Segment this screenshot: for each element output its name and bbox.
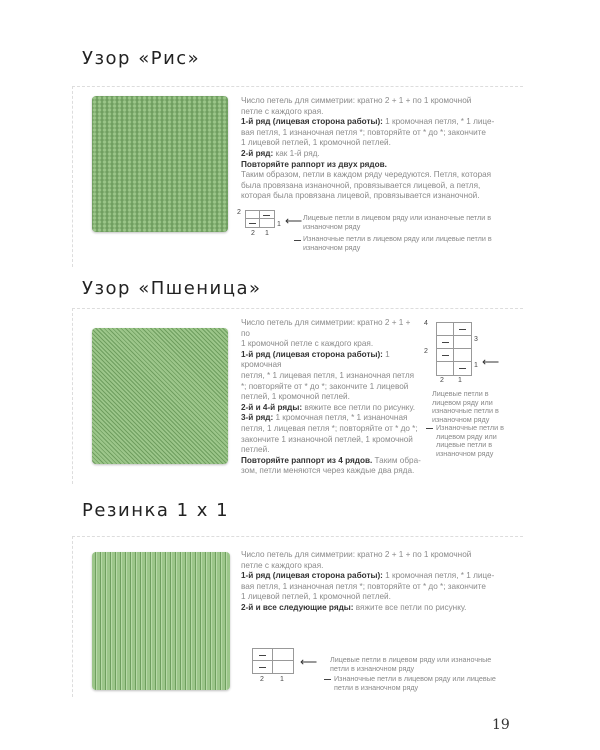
purl-symbol xyxy=(294,240,301,241)
pattern-line xyxy=(241,456,421,467)
purl-symbol xyxy=(459,329,466,330)
line-text: вая петля, 1 изнаночная петля *; повторяйте от * до *; закончите xyxy=(241,127,486,137)
row-arrow-icon: ⟵ xyxy=(300,655,318,669)
line-text: 1 кромочная петля, * 1 изнаночная xyxy=(273,413,408,423)
line-text: петлей, 1 кромочной петлей. xyxy=(241,392,350,402)
row-heading: Повторяйте раппорт из 4 рядов. xyxy=(241,455,373,465)
pattern-line xyxy=(241,592,503,603)
line-text: петля, 1 лицевая петля *; повторяйте от * до *; xyxy=(241,423,418,433)
pattern-line xyxy=(241,339,421,350)
pattern-line xyxy=(241,403,421,414)
line-text: зом, петли меняются через каждые два ряда. xyxy=(241,466,415,476)
line-text: как 1-й ряд. xyxy=(273,148,320,158)
col-number: 2 xyxy=(260,676,264,683)
purl-symbol xyxy=(426,428,433,429)
row-number: 1 xyxy=(474,362,478,369)
knit-swatch-wheat xyxy=(92,328,228,464)
row-number: 4 xyxy=(424,320,428,327)
pattern-line xyxy=(241,107,503,118)
row-heading: 2-й и все следующие ряды: xyxy=(241,602,354,612)
purl-symbol xyxy=(259,667,266,668)
purl-symbol xyxy=(442,355,449,356)
pattern-line xyxy=(241,550,503,561)
pattern-text-wheat xyxy=(241,318,421,477)
line-text: 1 кромочная петля, * 1 лице- xyxy=(382,117,495,127)
section-title-rice: Узор «Рис» xyxy=(82,48,201,69)
line-text: закончите 1 изнаночной петлей, 1 кромочной xyxy=(241,434,413,444)
line-text: была провязана изнаночной, провязывается лицевой, а петля, xyxy=(241,180,481,190)
row-heading: 1-й ряд (лицевая сторона работы): xyxy=(241,571,383,581)
legend-purl: Изнаночные петли в лицевом ряду или лицевые петли в изнаночном ряду xyxy=(436,423,504,458)
line-text: петле с каждого края. xyxy=(241,560,324,570)
line-text: Таким обра- xyxy=(372,455,421,465)
line-text: петля, * 1 лицевая петля, 1 изнаночная петля xyxy=(241,370,415,380)
purl-symbol xyxy=(324,679,331,680)
pattern-line xyxy=(241,191,503,202)
chart-grid xyxy=(245,210,275,228)
section-title-rib: Резинка 1 х 1 xyxy=(82,500,230,521)
col-number: 1 xyxy=(458,377,462,384)
legend-knit: Лицевые петли в лицевом ряду или изнаночные петли в изнаночном ряду xyxy=(432,389,499,424)
line-text: вяжите все петли по рисунку. xyxy=(302,402,415,412)
line-text: 1 кромочная xyxy=(241,349,390,370)
legend-purl: Изнаночные петли в лицевом ряду или лицевые петли в изнаночном ряду xyxy=(334,674,496,692)
purl-symbol xyxy=(459,368,466,369)
pattern-line xyxy=(241,149,503,160)
chart-grid xyxy=(436,322,472,376)
pattern-line xyxy=(241,350,421,371)
pattern-line xyxy=(241,96,503,107)
pattern-line xyxy=(241,571,503,582)
pattern-line xyxy=(241,603,503,614)
pattern-line xyxy=(241,561,503,572)
line-text: которая была провязана лицевой, провязывается изнаночной. xyxy=(241,191,480,201)
line-text: 1 кромочной петле с каждого края. xyxy=(241,339,374,349)
legend-purl: Изнаночные петли в лицевом ряду или лицевые петли в изнаночном ряду xyxy=(303,234,492,252)
line-text: 1 лицевой петлей, 1 кромочной петлей. xyxy=(241,138,391,148)
legend-knit: Лицевые петли в лицевом ряду или изнаночные петли в изнаночном ряду xyxy=(330,655,492,673)
row-heading: Повторяйте раппорт из двух рядов. xyxy=(241,159,387,169)
pattern-line xyxy=(241,435,421,446)
row-arrow-icon: ⟵ xyxy=(482,355,500,369)
line-text: *; повторяйте от * до *; закончите 1 лицевой xyxy=(241,381,409,391)
pattern-line xyxy=(241,413,421,424)
pattern-line xyxy=(241,382,421,393)
line-text: 1 лицевой петлей, 1 кромочной петлей. xyxy=(241,592,391,602)
row-number: 2 xyxy=(424,348,428,355)
purl-symbol xyxy=(259,655,266,656)
pattern-line xyxy=(241,582,503,593)
row-number: 3 xyxy=(474,336,478,343)
pattern-line xyxy=(241,392,421,403)
section-title-wheat: Узор «Пшеница» xyxy=(82,278,262,299)
pattern-line xyxy=(241,445,421,456)
line-text: вяжите все петли по рисунку. xyxy=(353,602,467,612)
line-text: Число петель для симметрии: кратно 2 + 1 + по 1 кромочной xyxy=(241,550,472,559)
line-text: петле с каждого края. xyxy=(241,106,324,116)
row-number: 1 xyxy=(277,221,281,228)
line-text: Таким образом, петли в каждом ряду чередуются. Петля, которая xyxy=(241,170,492,180)
purl-symbol xyxy=(249,223,256,224)
pattern-text-rice xyxy=(241,96,503,202)
pattern-line xyxy=(241,466,421,477)
row-heading: 3-й ряд: xyxy=(241,413,274,423)
col-number: 2 xyxy=(440,377,444,384)
knit-swatch-rib xyxy=(92,552,230,690)
pattern-line xyxy=(241,170,503,181)
line-text: 1 кромочная петля, * 1 лице- xyxy=(382,571,495,581)
knit-swatch-rice xyxy=(92,96,228,232)
pattern-line xyxy=(241,424,421,435)
pattern-line xyxy=(241,117,503,128)
pattern-line xyxy=(241,181,503,192)
page-number: 19 xyxy=(492,717,510,733)
pattern-text-rib xyxy=(241,550,503,614)
pattern-line xyxy=(241,160,503,171)
row-number: 2 xyxy=(237,209,241,216)
chart-grid xyxy=(252,648,294,674)
col-number: 1 xyxy=(280,676,284,683)
line-text: петлей. xyxy=(241,445,270,455)
purl-symbol xyxy=(263,215,270,216)
purl-symbol xyxy=(442,342,449,343)
row-heading: 1-й ряд (лицевая сторона работы): xyxy=(241,349,383,359)
legend-knit: Лицевые петли в лицевом ряду или изнаночные петли в изнаночном ряду xyxy=(303,213,492,231)
pattern-line xyxy=(241,318,421,339)
col-number: 1 xyxy=(265,230,269,237)
row-heading: 1-й ряд (лицевая сторона работы): xyxy=(241,117,383,127)
pattern-line xyxy=(241,128,503,139)
pattern-line xyxy=(241,371,421,382)
line-text: Число петель для симметрии: кратно 2 + 1 + по 1 кромочной xyxy=(241,96,472,105)
line-text: вая петля, 1 изнаночная петля *; повторяйте от * до *; закончите xyxy=(241,581,486,591)
pattern-line xyxy=(241,138,503,149)
col-number: 2 xyxy=(251,230,255,237)
row-heading: 2-й и 4-й ряды: xyxy=(241,402,303,412)
line-text: Число петель для симметрии: кратно 2 + 1 + по xyxy=(241,318,411,338)
row-heading: 2-й ряд: xyxy=(241,148,274,158)
row-arrow-icon: ⟵ xyxy=(285,214,303,228)
